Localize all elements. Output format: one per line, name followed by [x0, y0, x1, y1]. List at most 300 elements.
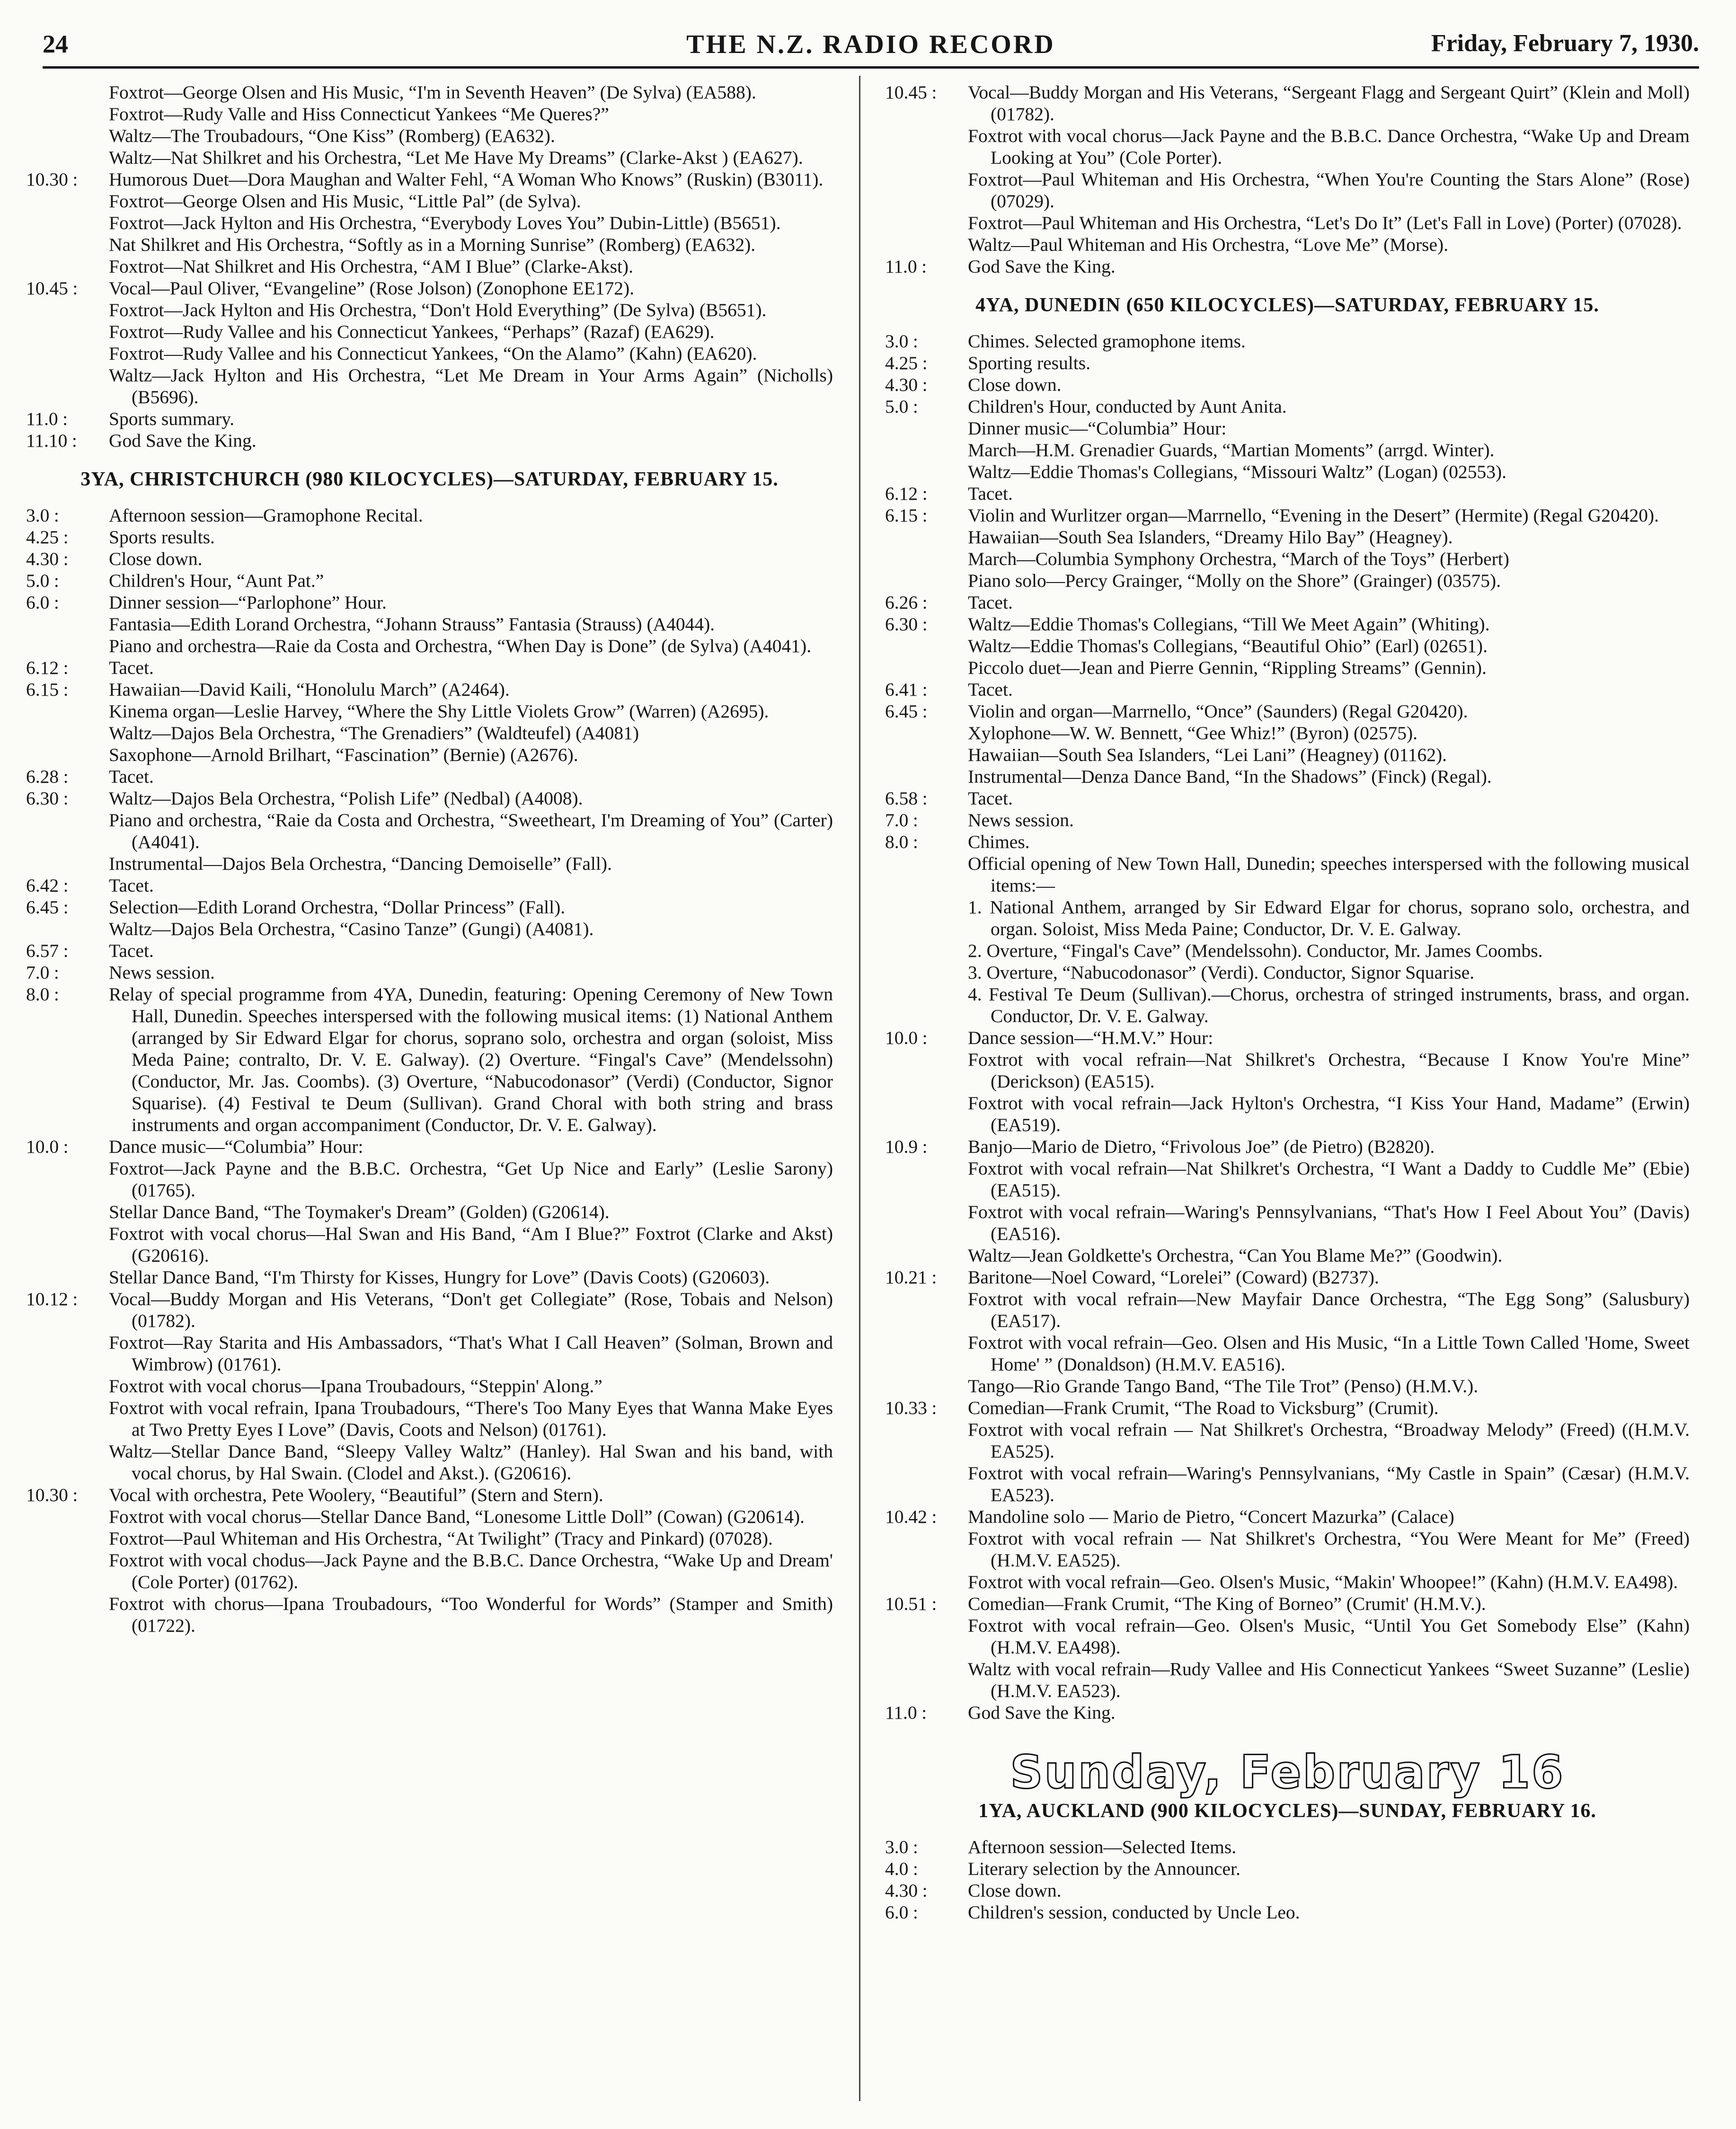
- schedule-entry: [885, 1506, 1690, 1593]
- time-column: [26, 1484, 109, 1636]
- entry-items: [968, 1027, 1690, 1136]
- station-heading-1ya: 1YA, AUCKLAND (900 KILOCYCLES)—SUNDAY, FEBRUARY 16.: [978, 1800, 1596, 1822]
- programme-item: Foxtrot—Jack Payne and the B.B.C. Orchestra, “Get Up Nice and Early” (Leslie Sarony) (01765).: [109, 1158, 833, 1201]
- entry-items: [109, 787, 833, 875]
- entry-time: 6.42: [26, 875, 59, 896]
- entry-items: [109, 940, 833, 962]
- entry-items: [109, 657, 833, 679]
- programme-item: Stellar Dance Band, “I'm Thirsty for Kisses, Hungry for Love” (Davis Coots) (G20603).: [109, 1267, 770, 1288]
- entry-time: 6.58: [885, 788, 918, 809]
- time-separator: :: [71, 430, 77, 451]
- programme-item: God Save the King.: [968, 256, 1116, 277]
- programme-item: Comedian—Frank Crumit, “The Road to Vicksburg” (Crumit).: [968, 1397, 1439, 1418]
- programme-item: God Save the King.: [968, 1702, 1116, 1723]
- time-separator: :: [63, 766, 69, 787]
- schedule-entry: [26, 504, 833, 526]
- schedule-entry: [885, 613, 1690, 679]
- schedule-entry: [26, 962, 833, 983]
- entry-items: [968, 504, 1690, 592]
- programme-item: Waltz—Stellar Dance Band, “Sleepy Valley Waltz” (Hanley). Hal Swan and his band, with vocal chorus, by Hal Swain. (Clodel and Akst.). (G20616).: [109, 1441, 833, 1484]
- schedule-entry: [26, 1288, 833, 1484]
- left-column: [26, 81, 833, 1636]
- entry-items: [968, 679, 1690, 700]
- programme-item: Fantasia—Edith Lorand Orchestra, “Johann Strauss” Fantasia (Strauss) (A4044).: [109, 614, 715, 635]
- time-column: [26, 504, 109, 526]
- programme-item: Foxtrot—Nat Shilkret and His Orchestra, “AM I Blue” (Clarke-Akst).: [109, 256, 633, 277]
- schedule-entry: [885, 787, 1690, 809]
- entry-items: [968, 1702, 1690, 1723]
- sunday-heading: Sunday, February 16: [1010, 1746, 1565, 1799]
- schedule-entry: [885, 1702, 1690, 1723]
- time-separator: :: [931, 1506, 937, 1527]
- time-separator: :: [63, 940, 69, 961]
- time-column: [26, 1288, 109, 1484]
- programme-item: Official opening of New Town Hall, Dunedin; speeches interspersed with the following musical items:—: [968, 853, 1690, 896]
- schedule-entry: [885, 700, 1690, 787]
- entry-items: [968, 483, 1690, 504]
- programme-item: Close down.: [968, 1880, 1062, 1901]
- entry-items: [109, 570, 833, 592]
- entry-items: [109, 766, 833, 787]
- time-separator: :: [922, 614, 928, 635]
- programme-item: Children's session, conducted by Uncle Leo.: [968, 1902, 1300, 1923]
- entry-items: [109, 168, 833, 277]
- time-column: [885, 81, 968, 256]
- programme-item: Waltz—Jean Goldkette's Orchestra, “Can You Blame Me?” (Goodwin).: [968, 1245, 1503, 1266]
- entry-time: 6.15: [26, 679, 59, 700]
- entry-items: [109, 592, 833, 657]
- schedule-entry: [26, 168, 833, 277]
- entry-time: 6.12: [26, 657, 59, 678]
- schedule-entry: [885, 352, 1690, 374]
- programme-item: Waltz—Paul Whiteman and His Orchestra, “Love Me” (Morse).: [968, 234, 1449, 255]
- entry-items: [968, 592, 1690, 613]
- time-separator: :: [912, 1902, 918, 1923]
- entry-time: 6.0: [885, 1902, 909, 1923]
- programme-item: Dance music—“Columbia” Hour:: [109, 1136, 363, 1157]
- time-separator: :: [922, 483, 928, 504]
- schedule-entry: [885, 1136, 1690, 1266]
- schedule-entry: [26, 875, 833, 896]
- programme-item: Tacet.: [109, 875, 154, 896]
- programme-item: Foxtrot—Paul Whiteman and His Orchestra, “When You're Counting the Stars Alone” (Rose) (07029).: [968, 169, 1690, 212]
- entry-items: [968, 1506, 1690, 1593]
- entry-time: 10.45: [26, 278, 68, 299]
- schedule-entry: [885, 330, 1690, 352]
- programme-item: Dinner session—“Parlophone” Hour.: [109, 592, 387, 613]
- time-separator: :: [922, 788, 928, 809]
- entry-items: [968, 787, 1690, 809]
- schedule-entry: [885, 1266, 1690, 1397]
- programme-item: 4. Festival Te Deum (Sullivan).—Chorus, orchestra of stringed instruments, brass, and organ. Conductor, Dr. V. E. Galway.: [968, 984, 1690, 1026]
- programme-item: Foxtrot—Paul Whiteman and His Orchestra, “At Twilight” (Tracy and Pinkard) (07028).: [109, 1528, 773, 1549]
- time-column: [885, 831, 968, 1027]
- time-column: [885, 483, 968, 504]
- time-separator: :: [912, 1837, 918, 1857]
- programme-item: Foxtrot with vocal refrain — Nat Shilkret's Orchestra, “You Were Meant for Me” (Freed) (H.M.V. EA525).: [968, 1528, 1690, 1571]
- time-column: [885, 504, 968, 592]
- entry-time: 10.51: [885, 1593, 927, 1614]
- programme-item: Foxtrot—Ray Starita and His Ambassadors, “That's What I Call Heaven” (Solman, Brown and Wimbrow) (01761).: [109, 1332, 833, 1375]
- programme-item: Vocal—Paul Oliver, “Evangeline” (Rose Jolson) (Zonophone EE172).: [109, 278, 635, 299]
- time-separator: :: [931, 82, 937, 103]
- programme-item: Foxtrot with vocal refrain—Geo. Olsen and His Music, “In a Little Town Called 'Home, Sweet Home' ” (Donaldson) (H.M.V. EA516).: [968, 1332, 1690, 1375]
- programme-item: News session.: [109, 962, 215, 983]
- time-separator: :: [72, 1484, 78, 1505]
- entry-items: [109, 526, 833, 548]
- time-column: [26, 408, 109, 430]
- time-separator: :: [72, 169, 78, 190]
- time-separator: :: [922, 701, 928, 722]
- programme-item: Close down.: [968, 374, 1062, 395]
- programme-item: Hawaiian—David Kaili, “Honolulu March” (A2464).: [109, 679, 510, 700]
- entry-time: 4.30: [885, 1880, 918, 1901]
- entry-items: [109, 1136, 833, 1288]
- time-column: [885, 374, 968, 396]
- time-column: [26, 430, 109, 451]
- entry-items: [109, 679, 833, 766]
- entry-items: [109, 1484, 833, 1636]
- programme-item: Vocal—Buddy Morgan and His Veterans, “Don't get Collegiate” (Rose, Tobais and Nelson) (01782).: [109, 1289, 833, 1331]
- programme-item: Comedian—Frank Crumit, “The King of Borneo” (Crumit' (H.M.V.).: [968, 1593, 1486, 1614]
- time-column: [885, 1702, 968, 1723]
- continued-items: [26, 81, 833, 168]
- time-separator: :: [63, 679, 69, 700]
- schedule-entry: [885, 396, 1690, 483]
- entry-items: [968, 613, 1690, 679]
- programme-item: Banjo—Mario de Dietro, “Frivolous Joe” (de Pietro) (B2820).: [968, 1136, 1435, 1157]
- entry-time: 3.0: [26, 505, 50, 526]
- programme-item: Waltz with vocal refrain—Rudy Vallee and His Connecticut Yankees “Sweet Suzanne” (Leslie) (H.M.V. EA523).: [968, 1659, 1690, 1701]
- time-separator: :: [922, 1027, 928, 1048]
- time-column: [885, 809, 968, 831]
- schedule-entry: [885, 483, 1690, 504]
- programme-item: Relay of special programme from 4YA, Dunedin, featuring: Opening Ceremony of New Town Hall, Dunedin. Speeches interspersed with the following musical items: (1) National Anthem (arranged by Sir Edward Elgar for chorus, soprano solo, orchestra and organ (soloist, Miss Meda Paine; contralto, Dr. V. E. Galway). (2) Overture. “Fingal's Cave” (Mendelssohn) (Conductor, Mr. Jas. Coombs). (3) Overture, “Nabucodonasor” (Verdi) (Conductor, Signor Squarise). (4) Festival te Deum (Sullivan). Grand Choral with both string and brass instruments and organ accompaniment (Conductor, Dr. V. E. Galway).: [109, 984, 833, 1135]
- schedule-entry: [885, 1593, 1690, 1702]
- time-column: [885, 679, 968, 700]
- programme-item: Vocal with orchestra, Pete Woolery, “Beautiful” (Stern and Stern).: [109, 1484, 603, 1505]
- programme-item: Tacet.: [109, 657, 154, 678]
- time-separator: :: [931, 1397, 937, 1418]
- entry-items: [109, 430, 833, 451]
- programme-item: Foxtrot with chorus—Ipana Troubadours, “Too Wonderful for Words” (Stamper and Smith) (01722).: [109, 1593, 833, 1636]
- entry-items: [968, 1266, 1690, 1397]
- programme-item: Children's Hour, conducted by Aunt Anita.: [968, 396, 1287, 417]
- time-separator: :: [922, 505, 928, 526]
- time-separator: :: [922, 374, 928, 395]
- entry-time: 6.57: [26, 940, 59, 961]
- programme-item: Dance session—“H.M.V.” Hour:: [968, 1027, 1213, 1048]
- time-column: [26, 679, 109, 766]
- programme-item: Sporting results.: [968, 353, 1090, 373]
- time-column: [26, 570, 109, 592]
- page-header: [43, 29, 1699, 60]
- time-separator: :: [912, 331, 918, 352]
- schedule-entry: [26, 526, 833, 548]
- time-separator: :: [53, 962, 59, 983]
- entry-items: [109, 548, 833, 570]
- schedule-entry: [885, 504, 1690, 592]
- entry-items: [968, 396, 1690, 483]
- programme-item: Nat Shilkret and His Orchestra, “Softly as in a Morning Sunrise” (Romberg) (EA632).: [109, 234, 756, 255]
- programme-item: Dinner music—“Columbia” Hour:: [968, 418, 1227, 439]
- programme-item: Foxtrot with vocal refrain—Waring's Pennsylvanians, “My Castle in Spain” (Cæsar) (H.M.V. EA523).: [968, 1463, 1690, 1505]
- entry-items: [968, 1858, 1690, 1880]
- programme-item: Tacet.: [968, 592, 1013, 613]
- programme-item: Foxtrot with vocal refrain—Waring's Pennsylvanians, “That's How I Feel About You” (Davis) (EA516).: [968, 1201, 1690, 1244]
- issue-date: Friday, February 7, 1930.: [1431, 30, 1699, 57]
- programme-item: Children's Hour, “Aunt Pat.”: [109, 570, 324, 591]
- programme-item: Foxtrot—Rudy Valle and Hiss Connecticut Yankees “Me Queres?”: [109, 104, 609, 124]
- time-column: [26, 548, 109, 570]
- entry-time: 10.21: [885, 1267, 927, 1288]
- programme-item: God Save the King.: [109, 430, 257, 451]
- entry-time: 6.26: [885, 592, 918, 613]
- page-number: 24: [43, 30, 68, 58]
- programme-item: Xylophone—W. W. Bennett, “Gee Whiz!” (Byron) (02575).: [968, 723, 1417, 743]
- time-separator: :: [72, 1289, 78, 1309]
- schedule-entry: [885, 592, 1690, 613]
- entry-time: 10.9: [885, 1136, 918, 1157]
- programme-item: Foxtrot with vocal refrain—Geo. Olsen's Music, “Makin' Whoopee!” (Kahn) (H.M.V. EA498).: [968, 1572, 1678, 1592]
- programme-item: Selection—Edith Lorand Orchestra, “Dollar Princess” (Fall).: [109, 897, 566, 918]
- programme-item: Waltz—Eddie Thomas's Collegians, “Missouri Waltz” (Logan) (02553).: [968, 461, 1506, 482]
- entry-items: [109, 1288, 833, 1484]
- schedule-entry: [885, 81, 1690, 256]
- entry-items: [109, 962, 833, 983]
- time-separator: :: [912, 831, 918, 852]
- time-separator: :: [922, 1136, 928, 1157]
- programme-item: Tacet.: [968, 679, 1013, 700]
- entry-time: 10.42: [885, 1506, 927, 1527]
- entry-time: 7.0: [885, 810, 909, 830]
- entry-time: 6.45: [885, 701, 918, 722]
- schedule-entry: [26, 408, 833, 430]
- programme-item: News session.: [968, 810, 1074, 830]
- time-separator: :: [53, 984, 59, 1005]
- time-separator: :: [53, 570, 59, 591]
- programme-item: 1. National Anthem, arranged by Sir Edward Elgar for chorus, soprano solo, orchestra, and organ. Soloist, Miss Meda Paine; Conductor, Dr. V. E. Galway.: [968, 897, 1690, 939]
- entry-items: [109, 983, 833, 1136]
- time-separator: :: [63, 1136, 69, 1157]
- time-separator: :: [53, 592, 59, 613]
- time-column: [885, 1397, 968, 1506]
- time-column: [26, 787, 109, 875]
- programme-item: Foxtrot—Jack Hylton and His Orchestra, “Everybody Loves You” Dubin-Little) (B5651).: [109, 212, 781, 233]
- programme-item: Foxtrot with vocal chorus—Jack Payne and the B.B.C. Dance Orchestra, “Wake Up and Dream Looking at You” (Cole Porter).: [968, 125, 1690, 168]
- time-separator: :: [53, 505, 59, 526]
- schedule-entry: [26, 1484, 833, 1636]
- time-column: [26, 896, 109, 940]
- programme-item: Foxtrot—Jack Hylton and His Orchestra, “Don't Hold Everything” (De Sylva) (B5651).: [109, 300, 767, 320]
- time-column: [885, 1266, 968, 1397]
- programme-item: Waltz—Nat Shilkret and his Orchestra, “Let Me Have My Dreams” (Clarke-Akst ) (EA627).: [109, 147, 803, 168]
- time-separator: :: [922, 679, 928, 700]
- programme-item: Foxtrot with vocal refrain—Nat Shilkret's Orchestra, “I Want a Daddy to Cuddle Me” (Ebie) (EA515).: [968, 1158, 1690, 1201]
- programme-item: Foxtrot with vocal chorus—Stellar Dance Band, “Lonesome Little Doll” (Cowan) (G20614).: [109, 1506, 805, 1527]
- programme-item: Humorous Duet—Dora Maughan and Walter Fehl, “A Woman Who Knows” (Ruskin) (B3011).: [109, 169, 824, 190]
- entry-time: 4.25: [885, 353, 918, 373]
- programme-item: Waltz—The Troubadours, “One Kiss” (Romberg) (EA632).: [109, 125, 555, 146]
- time-column: [885, 787, 968, 809]
- time-column: [26, 766, 109, 787]
- entry-items: [968, 1880, 1690, 1901]
- time-column: [26, 168, 109, 277]
- entry-time: 4.0: [885, 1858, 909, 1879]
- time-separator: :: [912, 810, 918, 830]
- entry-items: [968, 330, 1690, 352]
- programme-item: Foxtrot with vocal chodus—Jack Payne and the B.B.C. Dance Orchestra, “Wake Up and Dream' (Cole Porter) (01762).: [109, 1550, 833, 1592]
- schedule-entry: [885, 1836, 1690, 1858]
- programme-item: Saxophone—Arnold Brilhart, “Fascination” (Bernie) (A2676).: [109, 744, 578, 765]
- time-separator: :: [63, 788, 69, 809]
- programme-item: Foxtrot—Rudy Vallee and his Connecticut Yankees, “Perhaps” (Razaf) (EA629).: [109, 321, 715, 342]
- entry-time: 11.0: [885, 1702, 917, 1723]
- programme-item: Sports summary.: [109, 408, 235, 429]
- entry-items: [968, 1836, 1690, 1858]
- time-column: [885, 1901, 968, 1923]
- time-separator: :: [62, 408, 68, 429]
- time-column: [885, 330, 968, 352]
- time-column: [885, 396, 968, 483]
- time-column: [885, 256, 968, 277]
- schedule-entry: [885, 679, 1690, 700]
- time-separator: :: [63, 875, 69, 896]
- programme-item: Stellar Dance Band, “The Toymaker's Dream” (Golden) (G20614).: [109, 1201, 610, 1222]
- entry-time: 6.12: [885, 483, 918, 504]
- entry-items: [109, 408, 833, 430]
- time-column: [26, 983, 109, 1136]
- programme-item: Waltz—Dajos Bela Orchestra, “Polish Life” (Nedbal) (A4008).: [109, 788, 583, 809]
- entry-items: [968, 809, 1690, 831]
- entry-time: 10.33: [885, 1397, 927, 1418]
- programme-item: Chimes. Selected gramophone items.: [968, 331, 1246, 352]
- programme-item: Sports results.: [109, 527, 215, 548]
- programme-item: Waltz—Dajos Bela Orchestra, “Casino Tanze” (Gungi) (A4081).: [109, 919, 594, 939]
- programme-item: Piano solo—Percy Grainger, “Molly on the Shore” (Grainger) (03575).: [968, 570, 1501, 591]
- entry-items: [109, 896, 833, 940]
- entry-time: 4.30: [26, 548, 59, 569]
- time-column: [26, 657, 109, 679]
- schedule-block: [885, 330, 1690, 1723]
- programme-item: Foxtrot—George Olsen and His Music, “I'm in Seventh Heaven” (De Sylva) (EA588).: [109, 82, 756, 103]
- programme-item: Foxtrot with vocal refrain—New Mayfair Dance Orchestra, “The Egg Song” (Salusbury) (EA517).: [968, 1289, 1690, 1331]
- time-separator: :: [921, 256, 927, 277]
- entry-items: [109, 277, 833, 408]
- entry-time: 3.0: [885, 1837, 909, 1857]
- programme-item: Tacet.: [968, 788, 1013, 809]
- schedule-block: [885, 81, 1690, 277]
- entry-time: 6.0: [26, 592, 50, 613]
- entry-time: 10.0: [885, 1027, 918, 1048]
- entry-time: 4.25: [26, 527, 59, 548]
- time-column: [885, 1027, 968, 1136]
- programme-item: March—Columbia Symphony Orchestra, “March of the Toys” (Herbert): [968, 548, 1509, 569]
- schedule-entry: [26, 1136, 833, 1288]
- programme-item: 2. Overture, “Fingal's Cave” (Mendelssohn). Conductor, Mr. James Coombs.: [968, 940, 1543, 961]
- programme-item: Chimes.: [968, 831, 1030, 852]
- programme-item: Foxtrot with vocal refrain—Nat Shilkret's Orchestra, “Because I Know You're Mine” (Derickson) (EA515).: [968, 1049, 1690, 1092]
- time-separator: :: [63, 548, 69, 569]
- entry-items: [968, 256, 1690, 277]
- time-separator: :: [63, 897, 69, 918]
- entry-time: 8.0: [885, 831, 909, 852]
- programme-item: Foxtrot with vocal refrain—Jack Hylton's Orchestra, “I Kiss Your Hand, Madame” (Erwin) (EA519).: [968, 1093, 1690, 1135]
- time-column: [885, 613, 968, 679]
- programme-item: Foxtrot—George Olsen and His Music, “Little Pal” (de Sylva).: [109, 191, 581, 212]
- programme-item: Foxtrot with vocal chorus—Hal Swan and His Band, “Am I Blue?” Foxtrot (Clarke and Akst) (G20616).: [109, 1223, 833, 1266]
- time-column: [885, 592, 968, 613]
- entry-items: [968, 1901, 1690, 1923]
- entry-items: [968, 1397, 1690, 1506]
- programme-item: March—H.M. Grenadier Guards, “Martian Moments” (arrgd. Winter).: [968, 440, 1495, 460]
- entry-items: [968, 81, 1690, 256]
- schedule-entry: [26, 983, 833, 1136]
- programme-item: Waltz—Jack Hylton and His Orchestra, “Let Me Dream in Your Arms Again” (Nicholls) (B5696).: [109, 365, 833, 407]
- time-column: [26, 592, 109, 657]
- right-column: [885, 81, 1690, 1923]
- programme-item: 3. Overture, “Nabucodonasor” (Verdi). Conductor, Signor Squarise.: [968, 962, 1475, 983]
- schedule-entry: [26, 570, 833, 592]
- time-column: [26, 940, 109, 962]
- programme-item: Foxtrot—Rudy Vallee and his Connecticut Yankees, “On the Alamo” (Kahn) (EA620).: [109, 343, 757, 364]
- header-rule: [43, 66, 1699, 69]
- schedule-block: [26, 168, 833, 451]
- time-separator: :: [72, 278, 78, 299]
- schedule-entry: [885, 809, 1690, 831]
- schedule-entry: [885, 831, 1690, 1027]
- programme-item: Afternoon session—Gramophone Recital.: [109, 505, 423, 526]
- entry-time: 3.0: [885, 331, 909, 352]
- programme-item: Tango—Rio Grande Tango Band, “The Tile Trot” (Penso) (H.M.V.).: [968, 1376, 1479, 1396]
- programme-item: Vocal—Buddy Morgan and His Veterans, “Sergeant Flagg and Sergeant Quirt” (Klein and Moll) (01782).: [968, 82, 1690, 124]
- programme-item: Foxtrot with vocal chorus—Ipana Troubadours, “Steppin' Along.”: [109, 1376, 602, 1396]
- entry-time: 10.45: [885, 82, 927, 103]
- programme-item: Piano and orchestra—Raie da Costa and Orchestra, “When Day is Done” (de Sylva) (A4041).: [109, 636, 812, 656]
- programme-item: Baritone—Noel Coward, “Lorelei” (Coward) (B2737).: [968, 1267, 1379, 1288]
- programme-item: Foxtrot with vocal refrain — Nat Shilkret's Orchestra, “Broadway Melody” (Freed) ((H.M.V. EA525).: [968, 1419, 1690, 1462]
- schedule-entry: [26, 766, 833, 787]
- time-column: [885, 1593, 968, 1702]
- schedule-entry: [885, 1901, 1690, 1923]
- time-column: [885, 1506, 968, 1593]
- entry-time: 7.0: [26, 962, 50, 983]
- programme-item: Instrumental—Denza Dance Band, “In the Shadows” (Finck) (Regal).: [968, 766, 1492, 787]
- time-column: [885, 700, 968, 787]
- schedule-entry: [26, 592, 833, 657]
- time-separator: :: [63, 527, 69, 548]
- entry-time: 11.0: [26, 408, 58, 429]
- entry-time: 10.30: [26, 1484, 68, 1505]
- schedule-entry: [26, 787, 833, 875]
- entry-time: 10.30: [26, 169, 68, 190]
- time-column: [885, 1136, 968, 1266]
- entry-time: 11.0: [885, 256, 917, 277]
- schedule-block: [26, 504, 833, 1636]
- entry-time: 10.12: [26, 1289, 68, 1309]
- station-heading-4ya: 4YA, DUNEDIN (650 KILOCYCLES)—SATURDAY, FEBRUARY 15.: [975, 294, 1599, 316]
- entry-time: 4.30: [885, 374, 918, 395]
- programme-item: Foxtrot with vocal refrain—Geo. Olsen's Music, “Until You Get Somebody Else” (Kahn) (H.M.V. EA498).: [968, 1615, 1690, 1658]
- time-column: [885, 1836, 968, 1858]
- entry-time: 11.10: [26, 430, 68, 451]
- station-heading-3ya: 3YA, CHRISTCHURCH (980 KILOCYCLES)—SATURDAY, FEBRUARY 15.: [80, 468, 779, 490]
- entry-time: 8.0: [26, 984, 50, 1005]
- entry-items: [109, 875, 833, 896]
- time-separator: :: [931, 1593, 937, 1614]
- entry-time: 6.41: [885, 679, 918, 700]
- entry-items: [109, 504, 833, 526]
